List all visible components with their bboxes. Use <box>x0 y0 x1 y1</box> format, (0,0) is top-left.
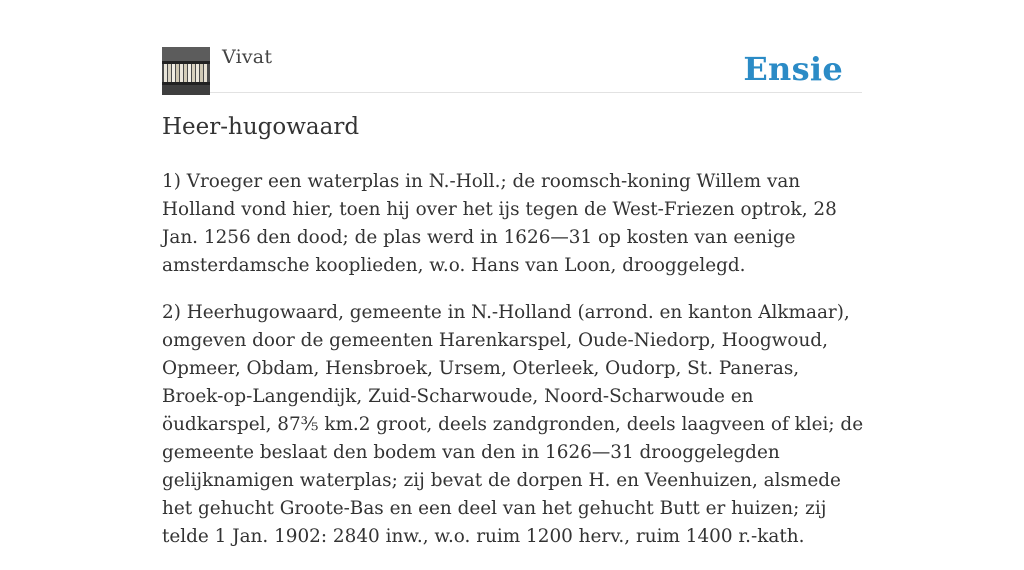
bookshelf-avatar-icon[interactable] <box>162 47 210 95</box>
brand-logo[interactable]: Ensie <box>743 50 843 88</box>
page-container <box>162 0 864 547</box>
paragraph-2: 2) Heerhugowaard, gemeente in N.-Holland (arrond. en kanton Alkmaar), omgeven door de gemeenten Harenkarspel, Oude-Niedorp, Hoogwoud, Opmeer, Obdam, Hensbroek, Ursem, Oterleek, Oudorp, St. Paneras, Broek-op-Langendijk, Zuid-Scharwoude, Noord-Scharwoude en öudkarspel, 87⅗ km.2 groot, deels zandgronden, deels laagveen of klei; de gemeente beslaat den bodem van den in 1626—31 drooggelegden gelijknamigen waterplas; zij bevat de dorpen H. en Veenhuizen, alsmede het gehucht Groote-Bas en een deel van het gehucht Butt er huizen; zij telde 1 Jan. 1902: 2840 inw., w.o. ruim 1200 herv., ruim 1400 r.-kath. <box>162 302 864 547</box>
page-title: Heer-hugowaard <box>162 114 360 140</box>
paragraph-1: 1) Vroeger een waterplas in N.-Holl.; de roomsch-koning Willem van Holland vond hier, toen hij over het ijs tegen de West-Friezen optrok, 28 Jan. 1256 den dood; de plas werd in 1626—31 op kosten van eenige amsterdamsche kooplieden, w.o. Hans van Loon, drooggelegd. <box>162 171 837 276</box>
author-name[interactable]: Vivat <box>222 46 273 68</box>
header <box>162 0 862 93</box>
article-body <box>162 168 864 570</box>
